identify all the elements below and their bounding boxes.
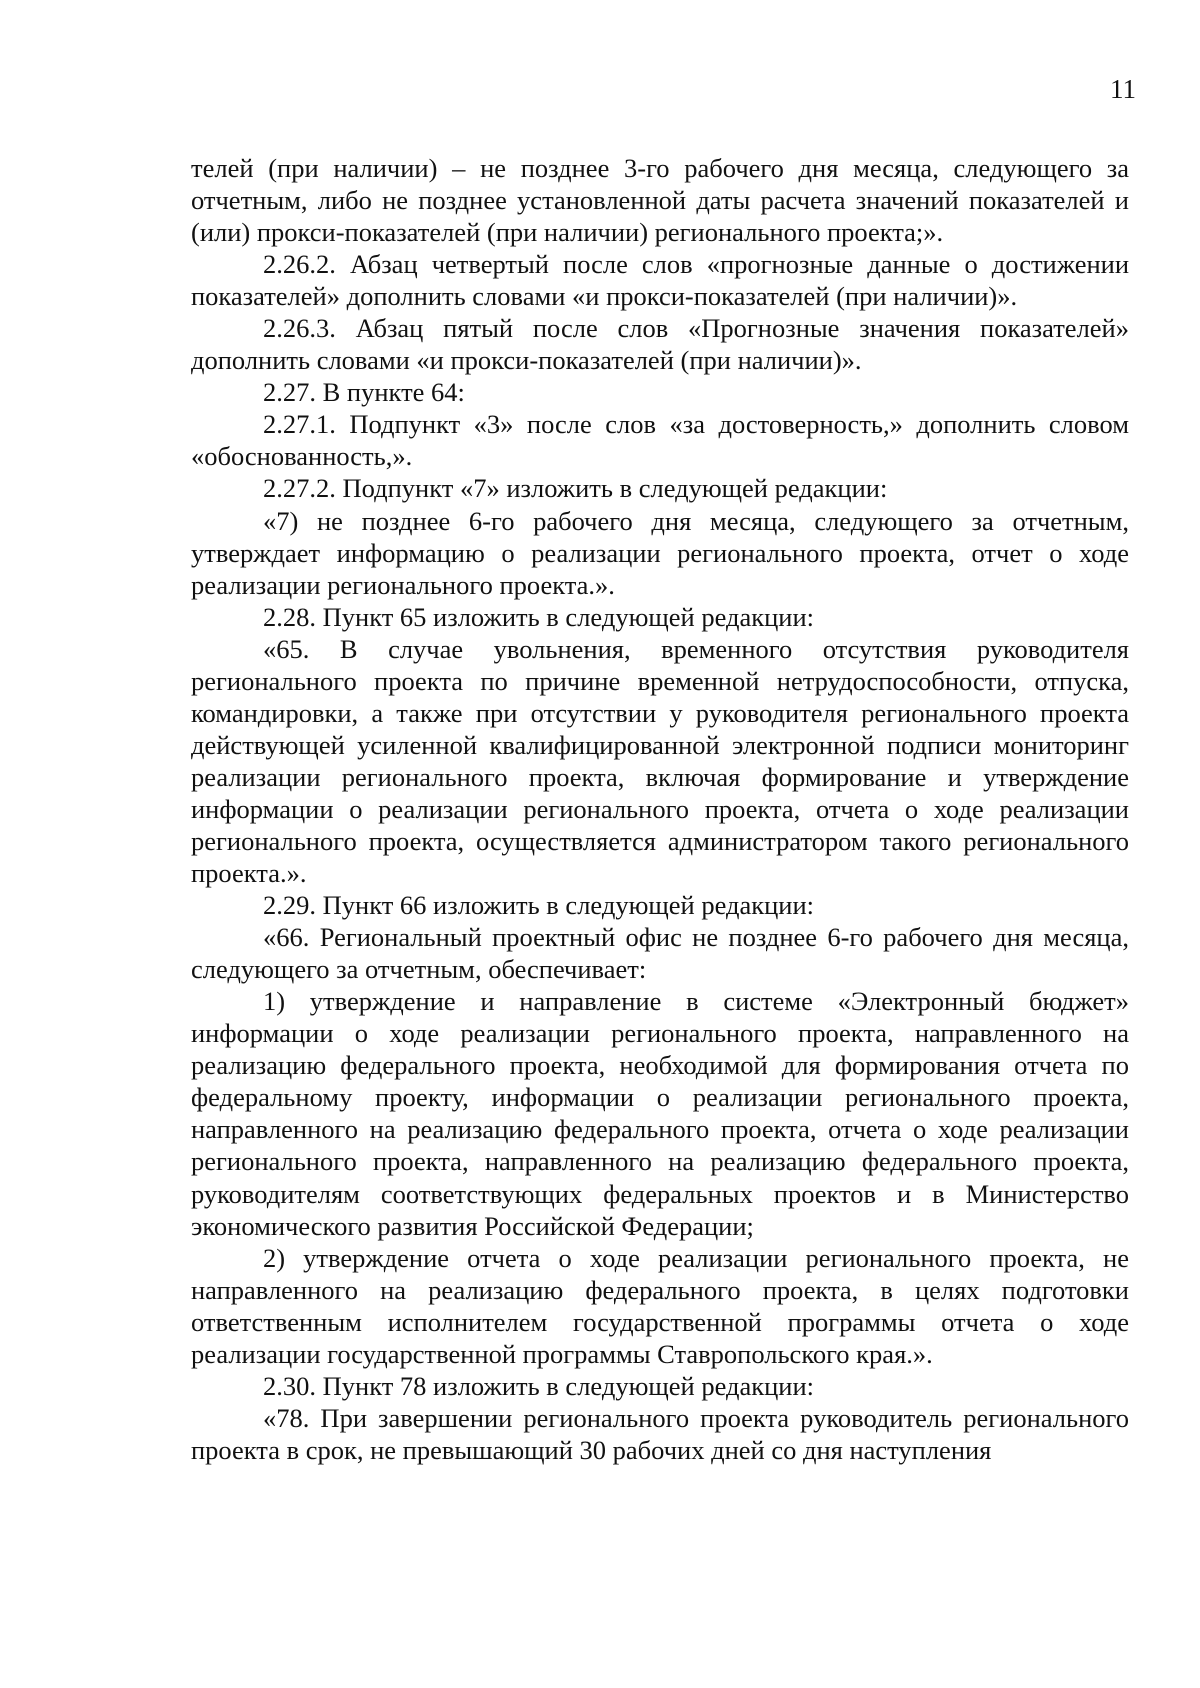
paragraph: 2.26.3. Абзац пятый после слов «Прогнозные значения показателей» дополнить словами «и прокси-показателей (при наличии)». — [191, 313, 1129, 376]
paragraph: 2.29. Пункт 66 изложить в следующей редакции: — [263, 890, 815, 921]
paragraph: 2.28. Пункт 65 изложить в следующей редакции: — [263, 601, 815, 632]
paragraph: 2.27. В пункте 64: — [263, 377, 465, 408]
paragraph: 1) утверждение и направление в системе «Электронный бюджет» информации о ходе реализации регионального проекта, направленного на реализацию федерального проекта, необходимой для формирования отчета по федеральному проекту, информации о реализации регионального проекта, направленного на реализацию федерального проекта, отчета о ходе реализации регионального проекта, направленного на реализацию федерального проекта, руководителям соответствующих федеральных проектов и в Министерство экономического развития Российской Федерации; — [191, 986, 1129, 1241]
document-body — [191, 152, 1129, 1466]
paragraph: телей (при наличии) – не позднее 3-го рабочего дня месяца, следующего за отчетным, либо не позднее установленной даты расчета значений показателей и (или) прокси-показателей (при наличии) регионального проекта;». — [191, 153, 1129, 248]
paragraph: 2.27.1. Подпункт «3» после слов «за достоверность,» дополнить словом «обоснованность,». — [191, 409, 1129, 472]
paragraph: 2.27.2. Подпункт «7» изложить в следующей редакции: — [263, 473, 888, 504]
paragraph: «7) не позднее 6-го рабочего дня месяца, следующего за отчетным, утверждает информацию о реализации регионального проекта, отчет о ходе реализации регионального проекта.». — [191, 505, 1129, 600]
paragraph: «78. При завершении регионального проекта руководитель регионального проекта в срок, не превышающий 30 рабочих дней со дня наступления — [191, 1402, 1129, 1465]
paragraph: «66. Региональный проектный офис не позднее 6-го рабочего дня месяца, следующего за отчетным, обеспечивает: — [191, 922, 1129, 985]
paragraph: 2) утверждение отчета о ходе реализации регионального проекта, не направленного на реализацию федерального проекта, в целях подготовки ответственным исполнителем государственной программы отчета о ходе реализации государственной программы Ставропольского края.». — [191, 1242, 1129, 1369]
page-number: 11 — [1110, 74, 1136, 104]
paragraph: 2.26.2. Абзац четвертый после слов «прогнозные данные о достижении показателей» дополнить словами «и прокси-показателей (при наличии)». — [191, 249, 1129, 312]
paragraph: 2.30. Пункт 78 изложить в следующей редакции: — [263, 1370, 815, 1401]
paragraph: «65. В случае увольнения, временного отсутствия руководителя регионального проекта по причине временной нетрудоспособности, отпуска, командировки, а также при отсутствии у руководителя регионального проекта действующей усиленной квалифицированной электронной подписи мониторинг реализации регионального проекта, включая формирование и утверждение информации о реализации регионального проекта, отчета о ходе реализации регионального проекта, осуществляется администратором такого регионального проекта.». — [191, 633, 1129, 889]
